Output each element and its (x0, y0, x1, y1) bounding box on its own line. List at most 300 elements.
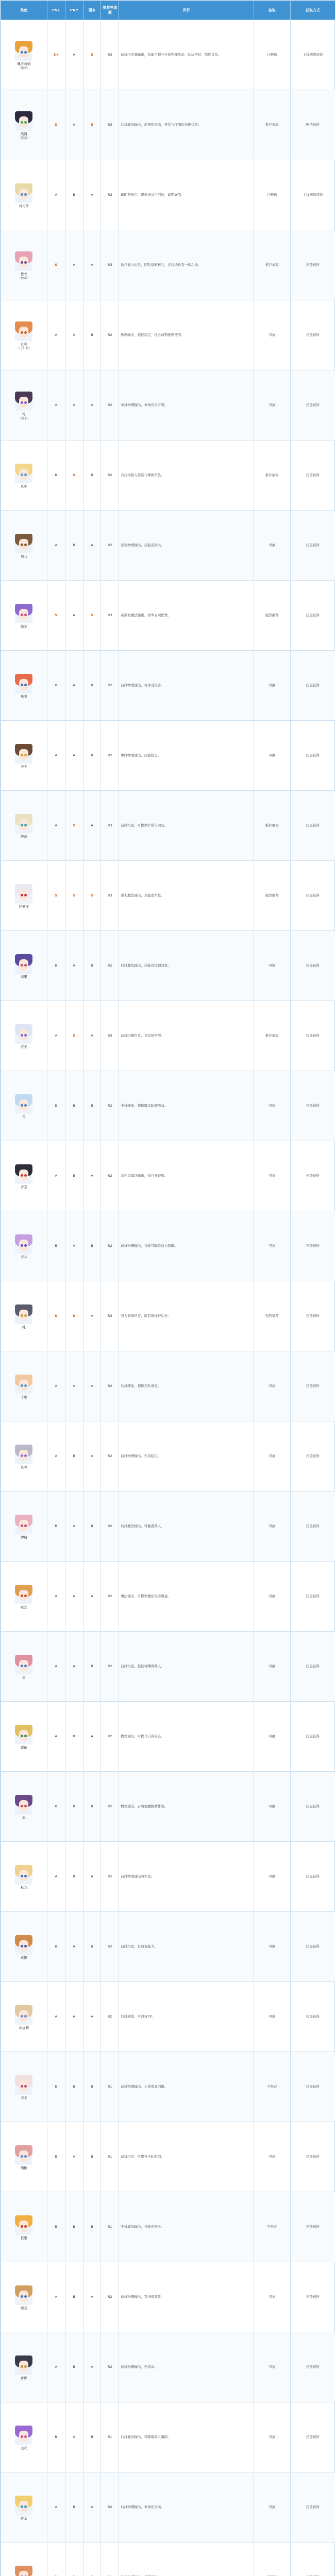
rating-pve: B (47, 2402, 65, 2472)
rating-raid: B (83, 1071, 101, 1141)
character-cell (1, 791, 47, 861)
source-cell (290, 2543, 335, 2576)
character-avatar (15, 392, 32, 411)
pull-recommendation: 可抽 (254, 1351, 290, 1421)
character-name: 怜 (22, 412, 26, 416)
rating-raid: A (83, 1001, 101, 1071)
rating-pve: B (47, 931, 65, 1001)
rating-lvl: R2 (101, 370, 119, 440)
rating-lvl: R2 (101, 1982, 119, 2052)
source-cell: 扭蛋获得 (290, 230, 335, 300)
rating-pvp: A (65, 230, 83, 300)
rating-raid: A (83, 2472, 101, 2543)
rating-lvl: R3 (101, 791, 119, 861)
source-cell: 扭蛋获得 (290, 791, 335, 861)
table-row (1, 721, 335, 791)
character-avatar (15, 1795, 32, 1815)
character-avatar (15, 1515, 32, 1534)
source-cell: 扭蛋获得 (290, 2192, 335, 2262)
pull-recommendation: 可抽 (254, 931, 290, 1001)
rating-pve: B (47, 651, 65, 721)
pull-recommendation: 可抽 (254, 1912, 290, 1982)
rating-pvp: A (65, 300, 83, 370)
table-row (1, 2192, 335, 2262)
character-cell (1, 1071, 47, 1141)
pull-recommendation: 可抽 (254, 1562, 290, 1632)
rating-pvp (65, 2543, 83, 2576)
character-alias: （佩可） (18, 66, 30, 70)
character-name: 咲恋 (20, 1605, 27, 1610)
character-name: 香织 (20, 2376, 27, 2381)
table-row (1, 230, 335, 300)
table-row (1, 511, 335, 581)
rating-pve: A (47, 791, 65, 861)
character-avatar (15, 534, 32, 553)
pull-recommendation: 已赠送 (254, 20, 290, 90)
character-name: 千歌 (20, 1395, 27, 1400)
source-cell: 扭蛋获得 (290, 2262, 335, 2332)
table-row (1, 1632, 335, 1702)
rating-pve (47, 2543, 65, 2576)
character-avatar (15, 1094, 32, 1114)
character-avatar (15, 2215, 32, 2235)
rating-raid: A (83, 1562, 101, 1632)
source-cell: 扭蛋获得 (290, 2052, 335, 2122)
character-name: 绫音 (20, 2306, 27, 2311)
pull-recommendation: 可抽 (254, 2472, 290, 2543)
character-avatar (15, 604, 32, 623)
col-header-pull: 抽取 (254, 1, 290, 20)
rating-lvl: R3 (101, 1281, 119, 1351)
table-row (1, 1001, 335, 1071)
rating-raid: A (83, 1351, 101, 1421)
rating-pvp: B (65, 160, 83, 230)
character-cell (1, 861, 47, 931)
rating-raid: A (83, 1141, 101, 1211)
rating-raid: A (83, 1982, 101, 2052)
character-avatar (15, 1024, 32, 1044)
rating-raid: A (83, 370, 101, 440)
character-cell (1, 581, 47, 651)
character-alias: （种田） (18, 276, 30, 280)
rating-pve: A (47, 1702, 65, 1772)
rating-pve: A (47, 1562, 65, 1632)
pull-recommendation: 推荐抽取 (254, 440, 290, 511)
rating-pvp: B (65, 1842, 83, 1912)
pull-recommendation: 可抽 (254, 370, 290, 440)
rating-raid: B (83, 1211, 101, 1281)
rating-pvp: S (65, 861, 83, 931)
comment-cell: 前排物理输出兼坦克。 (119, 1842, 254, 1912)
pull-recommendation: 强烈推荐 (254, 581, 290, 651)
pull-recommendation: 强烈推荐 (254, 1281, 290, 1351)
rating-lvl: R1 (101, 2402, 119, 2472)
source-cell: 扭蛋获得 (290, 1211, 335, 1281)
comment-cell: 前排坦克兼输出，技能可提升全体物理攻击，队伍常驻，练度优先。 (119, 20, 254, 90)
character-cell (1, 1001, 47, 1071)
source-cell: 扭蛋获得 (290, 2122, 335, 2192)
rating-pvp: A (65, 1562, 83, 1632)
rating-raid: B (83, 440, 101, 511)
rating-lvl: R2 (101, 1211, 119, 1281)
rating-pvp: A (65, 1211, 83, 1281)
rating-raid: A (83, 2332, 101, 2402)
rating-lvl: R2 (101, 440, 119, 511)
rating-pve: A (47, 2262, 65, 2332)
comment-cell (119, 2543, 254, 2576)
pull-recommendation: 可抽 (254, 1702, 290, 1772)
rating-raid: A (83, 1281, 101, 1351)
rating-pvp: A (65, 651, 83, 721)
rating-pvp: A (65, 581, 83, 651)
table-header-row (1, 1, 335, 20)
rating-pvp: B (65, 2192, 83, 2262)
character-avatar (15, 1935, 32, 1955)
table-row (1, 370, 335, 440)
source-cell: 扭蛋获得 (290, 1632, 335, 1702)
table-row (1, 791, 335, 861)
rating-lvl: R1 (101, 2192, 119, 2262)
rating-lvl: R2 (101, 2332, 119, 2402)
rating-pvp: A (65, 721, 83, 791)
comment-cell: 后排魔法输出，范围伤害高，开荒与推图均表现优秀。 (119, 90, 254, 160)
character-alias: （猫剑） (18, 136, 30, 140)
character-cell (1, 1562, 47, 1632)
source-cell: 主线剧情获得 (290, 160, 335, 230)
comment-cell: 前排坦克，可提升全队防御。 (119, 2122, 254, 2192)
col-header-pvp: PVP (65, 1, 83, 20)
table-row (1, 1211, 335, 1281)
pull-recommendation: 可抽 (254, 721, 290, 791)
comment-cell: 前排坦克，可提供护盾与回复。 (119, 791, 254, 861)
character-name: 雪 (22, 1115, 26, 1120)
rating-lvl: R2 (101, 511, 119, 581)
rating-pve: A (47, 1141, 65, 1211)
pull-recommendation: 推荐抽取 (254, 230, 290, 300)
comment-cell: 前排坦克，有回复能力。 (119, 1912, 254, 1982)
character-name: 佩可莉姆 (17, 62, 31, 66)
pull-recommendation: 可抽 (254, 300, 290, 370)
character-cell (1, 370, 47, 440)
pull-recommendation: 可抽 (254, 2262, 290, 2332)
rating-lvl: R3 (101, 581, 119, 651)
table-row (1, 581, 335, 651)
rating-lvl: R2 (101, 2262, 119, 2332)
rating-lvl: R2 (101, 1421, 119, 1492)
character-avatar (15, 464, 32, 483)
character-name: 真琴 (20, 1465, 27, 1470)
table-row (1, 2332, 335, 2402)
table-row (1, 2402, 335, 2472)
character-name: 日和 (20, 342, 27, 346)
rating-raid: B (83, 1492, 101, 1562)
comment-cell: 后排物理输出，单体伤害高。 (119, 2472, 254, 2543)
source-cell: 扭蛋获得 (290, 1071, 335, 1141)
rating-pvp: A (65, 1632, 83, 1702)
rating-raid: B (83, 2402, 101, 2472)
character-name: 依里 (20, 2236, 27, 2241)
rating-lvl: R3 (101, 1001, 119, 1071)
comment-cell: 治疗能力出色，团队续航核心，竞技场也有一席之地。 (119, 230, 254, 300)
rating-lvl: R2 (101, 1772, 119, 1842)
table-row (1, 2543, 335, 2576)
rating-raid: S (83, 90, 101, 160)
source-cell: 扭蛋获得 (290, 581, 335, 651)
pull-recommendation: 可抽 (254, 2332, 290, 2402)
comment-cell: 物理输出，技能稳定，适合前期推图使用。 (119, 300, 254, 370)
character-cell (1, 2472, 47, 2543)
rating-pvp: A (65, 2122, 83, 2192)
col-header-character: 角色 (1, 1, 47, 20)
comment-cell: 前排物理输出，伤害稳定。 (119, 1421, 254, 1492)
rating-pvp: S (65, 1001, 83, 1071)
rating-pve: B (47, 1071, 65, 1141)
character-name: 忍 (22, 1816, 26, 1820)
comment-cell: 前排物理输出，有击退效果。 (119, 2262, 254, 2332)
character-avatar (15, 1234, 32, 1254)
comment-cell: 高伤害魔法输出，但自身较脆。 (119, 1141, 254, 1211)
character-name: 秋乃 (20, 1886, 27, 1890)
character-cell (1, 1281, 47, 1351)
col-header-pve: PVE (47, 1, 65, 20)
table-row (1, 1982, 335, 2052)
pull-recommendation: 已赠送 (254, 160, 290, 230)
rating-lvl: R2 (101, 1702, 119, 1772)
character-avatar (15, 321, 32, 341)
rating-raid: A (83, 791, 101, 861)
character-avatar (15, 2285, 32, 2305)
rating-lvl: R2 (101, 1071, 119, 1141)
character-name: 纯 (22, 1325, 26, 1330)
rating-lvl: R1 (101, 2052, 119, 2122)
pull-recommendation: 可抽 (254, 2402, 290, 2472)
character-name: 珠希 (20, 694, 27, 699)
comment-cell: 高爆发魔法输出，团本表现优秀。 (119, 581, 254, 651)
character-cell (1, 2052, 47, 2122)
col-header-raid: 团本 (83, 1, 101, 20)
rating-raid: S (83, 581, 101, 651)
rating-raid: A (83, 1842, 101, 1912)
rating-pve: A (47, 300, 65, 370)
table-row (1, 160, 335, 230)
rating-pve: S (47, 1281, 65, 1351)
rating-pve: S (47, 90, 65, 160)
character-avatar (15, 884, 32, 904)
rating-pve: B (47, 1492, 65, 1562)
source-cell: 扭蛋获得 (290, 1351, 335, 1421)
pull-recommendation: 可抽 (254, 1772, 290, 1842)
rating-pve: B (47, 2122, 65, 2192)
table-row (1, 300, 335, 370)
pull-recommendation: 不推荐 (254, 2192, 290, 2262)
character-avatar (15, 251, 32, 271)
source-cell: 扭蛋获得 (290, 1141, 335, 1211)
rating-raid: A (83, 1702, 101, 1772)
table-row (1, 861, 335, 931)
comment-cell: 中排辅助，提供魔法防御增益。 (119, 1071, 254, 1141)
rating-pve: S (47, 861, 65, 931)
comment-cell: 竞技场强力控制与辅助角色。 (119, 440, 254, 511)
table-row (1, 1421, 335, 1492)
source-cell: 扭蛋获得 (290, 2402, 335, 2472)
character-cell (1, 300, 47, 370)
rating-pve: B (47, 1912, 65, 1982)
character-name: 优衣 (20, 272, 27, 276)
character-name: 美冬 (20, 765, 27, 769)
rating-pve: A (47, 1982, 65, 2052)
rating-pve: A (47, 2472, 65, 2543)
character-avatar (15, 1304, 32, 1324)
pull-recommendation: 可抽 (254, 1632, 290, 1702)
rating-raid: S (83, 861, 101, 931)
character-cell (1, 511, 47, 581)
rating-lvl: R3 (101, 20, 119, 90)
pull-recommendation: 可抽 (254, 1492, 290, 1562)
rating-raid: B (83, 1772, 101, 1842)
table-row (1, 1492, 335, 1562)
comment-cell: 前排物理输出，伤害高。 (119, 2332, 254, 2402)
character-cell (1, 721, 47, 791)
character-cell (1, 1912, 47, 1982)
character-cell (1, 1492, 47, 1562)
character-name: 真阳 (20, 1956, 27, 1960)
source-cell: 剧情获得 (290, 90, 335, 160)
comment-cell: 物理输出，召唤使魔协助作战。 (119, 1772, 254, 1842)
rating-pvp: B (65, 2332, 83, 2402)
character-name: 铃奈 (20, 2516, 27, 2521)
comment-cell: 中排物理输出，单体伤害可观。 (119, 370, 254, 440)
rating-lvl: R2 (101, 1562, 119, 1632)
rating-lvl: R2 (101, 2472, 119, 2543)
source-cell: 扭蛋获得 (290, 2332, 335, 2402)
character-cell (1, 1702, 47, 1772)
character-avatar (15, 1164, 32, 1184)
rating-lvl: R3 (101, 90, 119, 160)
character-alias: （剑圣） (18, 416, 30, 420)
rating-raid: A (83, 160, 101, 230)
rating-pve: B (47, 440, 65, 511)
comment-cell: 物理输出，可提升自身攻击。 (119, 1702, 254, 1772)
character-cell (1, 2543, 47, 2576)
character-name: 镜华 (20, 624, 27, 629)
table-row (1, 1071, 335, 1141)
table-row (1, 1842, 335, 1912)
rating-raid: A (83, 511, 101, 581)
rating-lvl: R2 (101, 721, 119, 791)
rating-lvl: R3 (101, 861, 119, 931)
character-cell (1, 230, 47, 300)
rating-pvp: A (65, 20, 83, 90)
rating-pve: S (47, 581, 65, 651)
character-avatar (15, 2426, 32, 2445)
rating-lvl: R2 (101, 1912, 119, 1982)
rating-pvp: S (65, 1281, 83, 1351)
rating-pvp: B (65, 511, 83, 581)
comment-cell: 前排坦克，技能可嘲讽敌人。 (119, 1632, 254, 1702)
character-name: 茜里 (20, 975, 27, 979)
character-name: 雪菲 (20, 1255, 27, 1260)
pull-recommendation: 推荐抽取 (254, 90, 290, 160)
table-row (1, 931, 335, 1001)
comment-cell: 中排物理输出，技能稳定。 (119, 721, 254, 791)
character-cell (1, 90, 47, 160)
character-cell (1, 931, 47, 1001)
rating-lvl: R2 (101, 300, 119, 370)
rating-pve: A (47, 1842, 65, 1912)
rating-pve: A (47, 1351, 65, 1421)
character-name: 凯露 (20, 132, 27, 136)
rating-pvp: A (65, 1912, 83, 1982)
rating-pvp: B (65, 1071, 83, 1141)
pull-recommendation: 不推荐 (254, 2052, 290, 2122)
rating-lvl: R2 (101, 1632, 119, 1702)
rating-pve: A (47, 721, 65, 791)
character-cell (1, 1351, 47, 1421)
rating-lvl: R1 (101, 2122, 119, 2192)
source-cell: 扭蛋获得 (290, 1492, 335, 1562)
rating-pve: A (47, 2332, 65, 2402)
table-row (1, 1912, 335, 1982)
rating-pvp: A (65, 1982, 83, 2052)
source-cell: 扭蛋获得 (290, 1772, 335, 1842)
table-row (1, 440, 335, 511)
rating-raid: A (83, 2262, 101, 2332)
rating-pvp: A (65, 931, 83, 1001)
comment-cell: 魔法输出，可提供魔法攻击增益。 (119, 1562, 254, 1632)
character-name: 胡桃 (20, 2166, 27, 2171)
rating-pve: A (47, 1421, 65, 1492)
character-name: 璃乃 (20, 554, 27, 559)
table-row (1, 1772, 335, 1842)
rating-pvp: S (65, 440, 83, 511)
table-row (1, 1702, 335, 1772)
character-avatar (15, 1655, 32, 1674)
rating-pve: B (47, 1772, 65, 1842)
character-name: 伊莉亚 (19, 905, 29, 909)
source-cell: 扭蛋获得 (290, 511, 335, 581)
source-cell: 扭蛋获得 (290, 2472, 335, 2543)
character-cell (1, 20, 47, 90)
pull-recommendation: 可抽 (254, 1421, 290, 1492)
character-avatar (15, 1725, 32, 1744)
rating-lvl: R2 (101, 1351, 119, 1421)
source-cell: 扭蛋获得 (290, 1982, 335, 2052)
rating-raid: S (83, 20, 101, 90)
character-cell (1, 1842, 47, 1912)
rating-pve: A (47, 1632, 65, 1702)
col-header-source: 获取方式 (290, 1, 335, 20)
rating-raid: B (83, 721, 101, 791)
col-header-level: 推荐养成度 (101, 1, 119, 20)
rating-pve: A (47, 511, 65, 581)
character-name: 妮侬 (20, 1745, 27, 1750)
character-avatar (15, 2355, 32, 2375)
comment-cell: 强力魔法输出，全能型角色。 (119, 861, 254, 931)
rating-pve: A (47, 370, 65, 440)
character-avatar (15, 111, 32, 131)
rating-pvp: A (65, 90, 83, 160)
rating-pvp: B (65, 2262, 83, 2332)
character-name: 由加莉 (19, 2026, 29, 2030)
rating-lvl: R2 (101, 1842, 119, 1912)
character-cell (1, 1982, 47, 2052)
rating-pve: B (47, 1211, 65, 1281)
pull-recommendation: 可抽 (254, 2122, 290, 2192)
pull-recommendation: 可抽 (254, 511, 290, 581)
table-row (1, 2472, 335, 2543)
source-cell: 扭蛋获得 (290, 300, 335, 370)
character-avatar (15, 814, 32, 834)
